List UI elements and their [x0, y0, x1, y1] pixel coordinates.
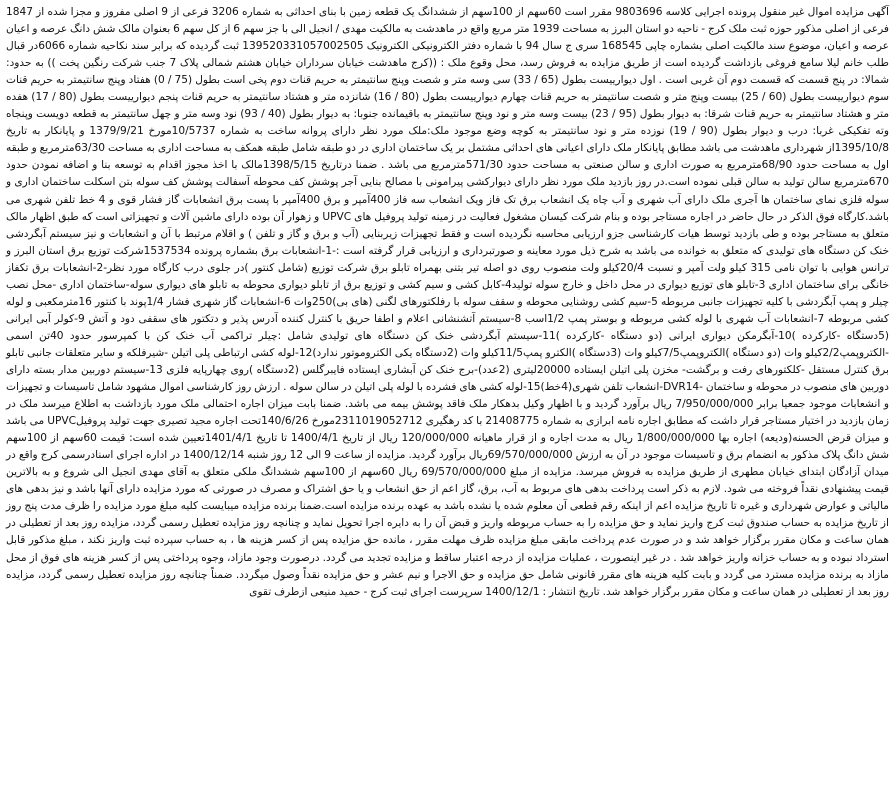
notice-body: آگهی مزایده اموال غیر منقول پرونده اجرایی کلاسه 9803696 مقرر است 60سهم از 100سهم از ششدانگ یک قطعه زمین با بنای احداثی به شماره 3206 فرعی از 9 اصلی مفروز و مجزا شده از 1847 فرعی از اصلی مذکور حوزه ثبت ملک کرج - ناحیه دو استان البرز به مساحت 1939 متر مربع واقع در ماهدشت به مالکیت مهدی / انجیل الی با جز سهم 6 از کل سهم 6 بعنوان مالک شش دانگ عرصه و اعیان عرصه و اعیان، موضوع سند مالکیت اصلی بشماره چاپی 168545 سری ج سال 94 با شماره دفتر الکترونیکی الکترونیک 139520331057002505 ثبت گردیده که برابر سند نکاحیه شماره 6066در قبال طلب خانم لیلا سامع فروغی بازداشت گردیده است از طریق مزایده به فروش رسد، محل وقوع ملک : ((کرج ماهدشت خیابان سرداران خیابان هشتم شمالی پلاک 7 جنب شرکت رنگین پخت )) به حدود: شمالا: در پنج قسمت که قسمت دوم آن غربی است . اول دیوارییست بطول (65 / 33) سی وسه متر و شصت وپنج سانتیمتر به حریم قنات دوم پخی است بطول (75 / 0) هفتاد وپنج سانتیمتر به حریم قنات سوم دیوارییست بطول (60 / 25) بیست وپنج متر و شصت سانتیمتر به حریم قنات چهارم دیوارییست بطول (80 / 16) شانزده متر و هشتاد سانتیمتر به حریم قنات پنجم دیوارییست بطول (80 / 17) هفده متر و هشتاد سانتیمتر به حریم قنات شرقا: به دیوار بطول (95 / 23) بیست وسه متر و نود وپنج سانتیمتر به باقیمانده جنوبا: به دیوار بطول (40 / 93) نود وسه متر و چهل سانتیمتر به قطعه دویست وپنجاه وته تفکیکی غربا: درب و دیوار بطول (90 / 19) نوزده متر و نود سانتیمتر به کوچه وضع موجود ملک:ملک مورد نظر دارای پروانه ساخت به شماره 10/5737مورخ 1379/9/21 و پایانکار به تاریخ 1395/10/8از شهرداری ماهدشت می باشد مطابق پایانکار ملک دارای اعیانی های احداثی مشتمل بر یک ساختمان اداری در دو طبقه شامل طبقه همکف به مساحت اداری به مساحت 63/30مترمربع و طبقه اول به مساحت حدود 68/90مترمربع به صورت اداری و سالن صنعتی به مساحت حدود 571/30مترمربع می باشد . ضمنا درتاریخ 1398/5/15مالک با اخذ مجوز اقدام به توسعه بنا و اضافه نمودن حدود 670مترمربع سالن تولید به سالن قبلی نموده است.در روز بازدید ملک مورد نظر دارای دیوارکشی پیرامونی با مصالح بنایی آجر پوشش کف محوطه آسفالت پوشش کف سوله بتن اسکلت ساختمان اداری و سوله فلزی نمای ساختمان ها آجری ملک دارای آب شهری و آب چاه یک انشعاب برق تک فاز ویک انشعاب سه فاز 400آمپر و برق 400آمپر با پست برق انشعابات گاز فشار قوی و 4 خط تلفن شهری می باشد.کارگاه فوق الذکر در حال حاضر در اجاره مستاجر بوده و بنام شرکت کیسان مشغول فعالیت در زمینه تولید پروفیل های UPVC و زهوار آن بوده دارای ماشین آلات و تجهیزاتی است که طبق اظهار مالک متعلق به مستاجر بوده و طی بازدید توسط هیات کارشناسی جزو ارزیابی محاسبه نگردیده است و فقط تجهیزات زیربنایی (آب و برق و گاز و تلفن ) و اقلام مرتبط با آن و انشعابات و نیز سیستم آبگردشی خنک کن دستگاه های تولیدی که متعلق به خوانده می باشد به شرح ذیل مورد معاینه و صورتبرداری و ارزیابی قرار گرفته است :-1-انشعابات برق بشماره پرونده 1537534شرکت توزیع برق استان البرز و ترانس هوایی با توان نامی 315 کیلو ولت آمپر و نسبت 20/4کیلو ولت منصوب روی دو اصله تیر بتنی بهمراه تابلو برق شرکت توزیع (شامل کنتور )در جلوی درب کارگاه مورد نظر-2-انشعابات برق تکفاز خانگی برای ساختمان اداری 3-تابلو های توزیع دیواری در محل داخل و خارج سوله تولید4-کابل کشی و سیم کشی و توزیع برق از تابلو دیواری محوطه به تابلو های دیواری سوله-ساختمان اداری -محل نصب چیلر و پمپ آبگردشی با کلیه تجهیزات جانبی مربوطه 5-سیم کشی روشنایی محوطه و سقف سوله با رفلکتورهای لگنی (های بی)250وات 6-انشعابات گاز شهری فشار 1/4پوند با کنتور 16مترمکعبی و لوله کشی مربوطه 7-انشعابات آب شهری با لوله کشی مربوطه و بوستر پمپ 1/2اسب 8-سیستم آتشنشانی اعلام و اطفا حریق با کنترل کننده آدرس پذیر و دتکتور های سقفی دود و آتش 9-کولر آبی ایرانی (5دستگاه -کارکرده )10-آبگرمکن دیواری ایرانی (دو دستگاه -کارکرده )11-سیستم آبگردشی خنک کن دستگاه های تولیدی شامل :چیلر تراکمی آب خنک کن با کمپرسور حدود 40تن اسمی -الکتروپمپ2/2کیلو وات (دو دستگاه )الکتروپمپ7/5کیلو وات (3دستگاه )الکترو پمپ11/5کیلو وات (2دستگاه یکی الکتروموتور ندارد)12-لوله کشی ارتباطی پلی اتیلن -شیرفلکه و سایر متعلقات جانبی تابلو برق کنترل مستقل -کلکتورهای رفت و برگشت- مخزن پلی اتیلن ایستاده 20000لیتری (2عدد)-برج خنک کن آبشاری ایستاده فایبرگلس (2دستگاه )روی چهارپایه فلزی 13-سیستم دوربین مدار بسته دارای دوربین های منصوب در محوطه و ساختمان -DVR14-انشعاب تلفن شهری(4خط)15-لوله کشی های فشرده با لوله پلی اتیلن در سالن سوله . ارزش روز کارشناسی اموال مشهود شامل تاسیسات و تجهیزات و انشعابات موجود جمعیا برابر 7/950/000/000 ریال برآورد گردید و با اظهار وکیل بدهکار ملک فاقد پوشش بیمه می باشد. ضمنا بابت میزان اجاره احتمالی ملک مورد بازداشت به اطلاع میرسد ملک در زمان بازدید در اختیار مستاجر قرار داشت که مطابق اجاره نامه ابرازی به شماره 21408775 با کد رهگیری 2311019052712مورخ 140/6/26تحت اجاره مجید تصیری جهت تولید پروفیلUPVC می باشد و میزان قرض الحسنه(ودیعه) اجاره بها 1/800/000/000 ریال به مدت اجاره و از قرار ماهیانه 120/000/000 ریال از تاریخ 1400/4/1 تا تاریخ 1401/4/1تعیین شده است: قیمت 60سهم از 100سهم شش دانگ پلاک مذکور به انضمام برق و تاسیسات موجود در آن به ارزش 69/570/000/000ریال برآورد گردید. مزایده از ساعت 9 الی 12 روز شنبه 1400/12/14 در اداره اجرای اسنادرسمی کرج واقع در میدان آزادگان ابتدای خیابان مطهری از طریق مزایده به فروش میرسد. مزایده از مبلغ 69/570/000/000 ریال 60سهم از 100سهم ششدانگ ملکی متعلق به آقای مهدی انجیل الی شروع و به بالاترین قیمت پیشنهادی نقداً فروخته می شود. لازم به ذکر است پرداخت بدهی های مربوط به آب، برق، گاز اعم از حق انشعاب و یا حق اشتراک و مصرف در صورتی که مورد مزایده دارای آنها باشد و نیز بدهی های مالیاتی و عوارض شهرداری و غیره تا تاریخ مزایده اعم از اینکه رقم قطعی آن معلوم شده یا نشده باشد به عهده برنده مزایده است.ضمنا برنده مزایده میبایست کلیه مبلغ مورد مزایده را ظرف مدت پنج روز از تاریخ مزایده به حساب صندوق ثبت کرج واریز نماید و حق مزایده را به حساب مربوطه واریز و قبض آن را به دایره اجرا تحویل نماید و چنانچه روز مزایده تعطیل رسمی گردد، مزایده روز بعد از تعطیلی در همان ساعت و مکان مقرر برگزار خواهد شد و در صورت عدم پرداخت مابقی مبلغ مزایده ظرف مهلت مقرر ، مانده حق مزایده پس از کسر هزینه ها ، به حساب سپرده ثبت واریز نکند ، مبلغ مذکور قابل استرداد نبوده و به حساب خزانه واریز خواهد شد . در غیر اینصورت ، عملیات مزایده از درجه اعتبار ساقط و مزایده تجدید می گردد. درصورت وجود مازاد، وجوه پرداختی پس از کسر هزینه های فوق از محل مازاد به برنده مزایده مسترد می گردد و بابت کلیه هزینه های مقرر قانونی شامل حق مزایده و حق الاجرا و نیم عشر و حق مزایده نقداً وصول میگردد. ضمناً چنانچه روز مزایده تعطیل رسمی گردد، مزایده روز بعد از تعطیلی در همان ساعت و مکان مقرر برگزار خواهد شد. تاریخ انتشار : 1400/12/1 سرپرست اجرای ثبت کرج - حمید منیعی ازطرف تقوی [6, 6, 890, 598]
